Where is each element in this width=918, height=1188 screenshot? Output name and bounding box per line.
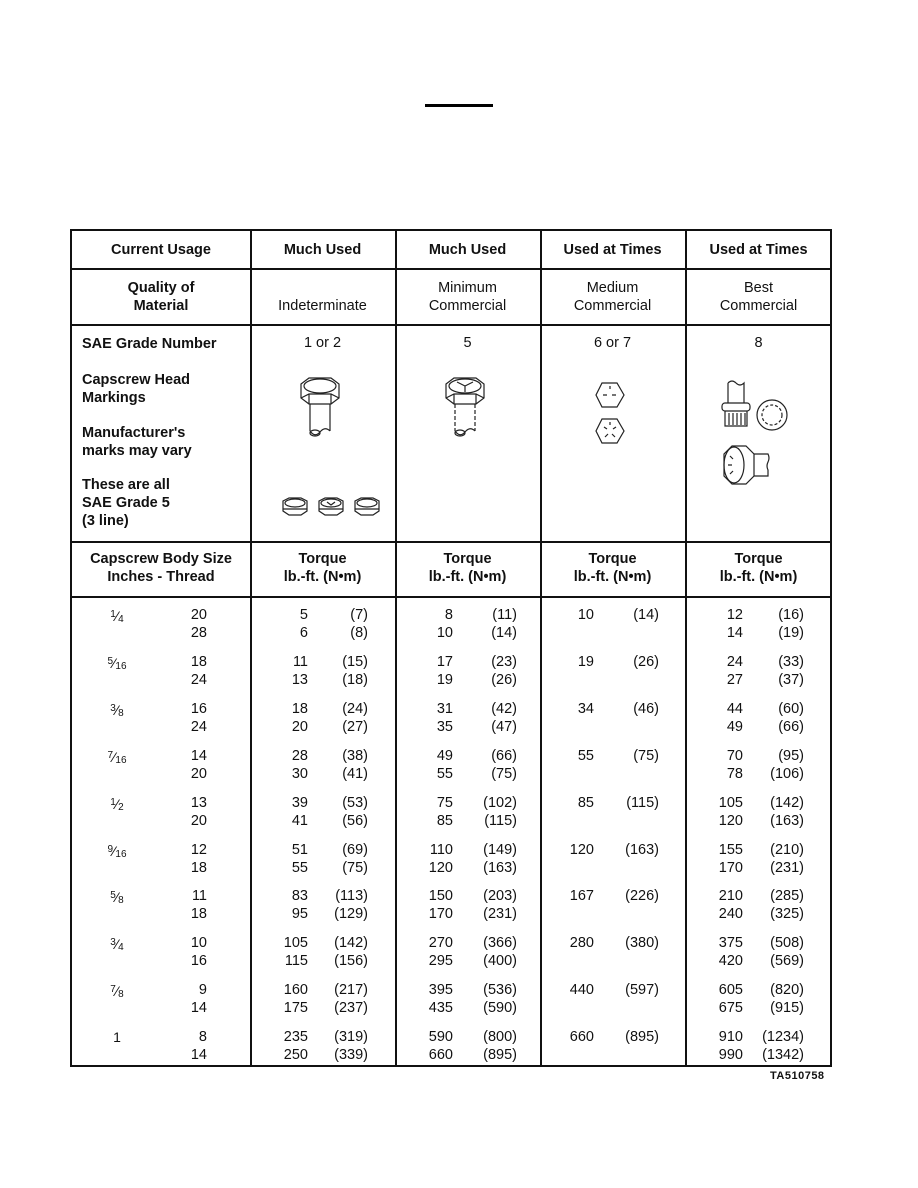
torque-lbft-grade-1-2: 5 xyxy=(299,607,308,623)
torque-lbft-grade-5: 660 xyxy=(428,1047,453,1064)
torque-lbft-grade-1-2: 20 xyxy=(291,718,308,735)
label-manufacturers-marks xyxy=(82,424,192,460)
header-line: Capscrew Body Size xyxy=(90,551,232,567)
body-size xyxy=(102,887,132,910)
header-line: Torque xyxy=(443,551,492,567)
header-line: Torque xyxy=(298,551,347,567)
row-divider xyxy=(72,541,830,543)
torque-nm-grade-1-2: (41) xyxy=(342,765,368,782)
torque-lbft-grade-1-2: 175 xyxy=(283,1000,308,1017)
torque-nm-grade-8: (325) xyxy=(770,906,804,923)
thread-count: 14 xyxy=(190,747,207,764)
torque-lbft-grade-8: 49 xyxy=(726,718,743,735)
thread-count: 18 xyxy=(190,653,207,670)
torque-nm-grade-8: (66) xyxy=(778,718,804,735)
quality-medium-commercial xyxy=(540,279,685,315)
body-size xyxy=(102,794,132,817)
hex-head-6-7-markings-icon xyxy=(595,381,625,443)
header-line: lb.-ft. (N•m) xyxy=(719,569,798,585)
torque-lbft-grade-5: 270 xyxy=(428,935,453,952)
torque-nm-grade-1-2: (56) xyxy=(342,812,368,829)
torque-lbft-grade-8: 105 xyxy=(718,794,743,811)
header-line: lb.-ft. (N•m) xyxy=(283,569,362,585)
torque-lbft-grade-8: 675 xyxy=(718,1000,743,1017)
torque-lbft-grade-6-7: 55 xyxy=(577,747,594,764)
header-torque-grade-6-7 xyxy=(540,550,685,586)
thread-count: 16 xyxy=(190,700,207,717)
torque-nm-grade-5: (590) xyxy=(483,1000,517,1017)
body-size-denominator: 16 xyxy=(115,660,127,672)
torque-nm-grade-5: (102) xyxy=(483,794,517,811)
thread-count: 14 xyxy=(190,1047,207,1064)
torque-nm-grade-1-2: (142) xyxy=(334,935,368,952)
body-size xyxy=(102,981,132,1004)
fraction-slash: ⁄ xyxy=(115,701,119,718)
torque-lbft-grade-5: 150 xyxy=(428,888,453,905)
torque-lbft-grade-5: 55 xyxy=(436,765,453,782)
torque-nm-grade-6-7: (26) xyxy=(633,653,659,670)
quality-line1: Minimum xyxy=(438,280,497,296)
thread-count: 24 xyxy=(190,671,207,688)
header-torque-grade-1-2 xyxy=(250,550,395,586)
body-size-numerator: 7 xyxy=(107,749,114,761)
quality-line1: Medium xyxy=(586,280,639,296)
header-line: Torque xyxy=(588,551,637,567)
quality-line2: Commercial xyxy=(719,298,798,314)
torque-lbft-grade-1-2: 6 xyxy=(299,625,308,641)
torque-lbft-grade-8: 14 xyxy=(726,625,743,641)
body-size xyxy=(102,747,132,770)
header-current-usage: Current Usage xyxy=(111,242,211,258)
torque-nm-grade-5: (66) xyxy=(491,747,517,764)
torque-lbft-grade-8: 24 xyxy=(726,653,743,670)
hex-bolt-grade-8-icon xyxy=(722,444,772,486)
row-divider xyxy=(72,596,830,598)
torque-lbft-grade-6-7: 120 xyxy=(569,841,594,858)
torque-lbft-grade-1-2: 11 xyxy=(292,653,308,670)
header-torque-grade-5 xyxy=(395,550,540,586)
thread-count: 20 xyxy=(190,812,207,829)
body-size xyxy=(102,1028,132,1046)
header-body-size-thread xyxy=(72,550,250,586)
torque-lbft-grade-1-2: 13 xyxy=(291,671,308,688)
row-divider xyxy=(72,324,830,326)
grade-8: 8 xyxy=(754,335,763,351)
body-size-numerator: 1 xyxy=(110,796,116,808)
label-capscrew-head-markings xyxy=(82,371,190,407)
body-size-denominator: 16 xyxy=(115,848,127,860)
torque-lbft-grade-8: 78 xyxy=(726,765,743,782)
torque-lbft-grade-1-2: 41 xyxy=(291,812,308,829)
thread-count: 11 xyxy=(191,888,207,905)
torque-lbft-grade-1-2: 95 xyxy=(291,906,308,923)
torque-nm-grade-1-2: (7) xyxy=(350,607,368,623)
torque-nm-grade-5: (366) xyxy=(483,935,517,952)
torque-lbft-grade-8: 170 xyxy=(718,859,743,876)
torque-lbft-grade-6-7: 167 xyxy=(569,888,594,905)
torque-lbft-grade-5: 31 xyxy=(436,700,453,717)
thread-count: 24 xyxy=(190,718,207,735)
thread-count: 18 xyxy=(190,859,207,876)
torque-lbft-grade-5: 435 xyxy=(428,1000,453,1017)
torque-nm-grade-1-2: (217) xyxy=(334,982,368,999)
torque-lbft-grade-1-2: 30 xyxy=(291,765,308,782)
torque-lbft-grade-8: 12 xyxy=(726,607,743,623)
torque-nm-grade-1-2: (18) xyxy=(342,671,368,688)
grade-6-or-7: 6 or 7 xyxy=(593,335,632,351)
fraction-slash: ⁄ xyxy=(115,889,119,906)
header-usage-grade-1-2: Much Used xyxy=(283,242,362,258)
torque-nm-grade-6-7: (163) xyxy=(625,841,659,858)
torque-nm-grade-8: (19) xyxy=(778,625,804,641)
body-size-numerator: 3 xyxy=(110,702,116,714)
torque-nm-grade-5: (115) xyxy=(484,812,517,829)
torque-nm-grade-5: (42) xyxy=(491,700,517,717)
header-line: Inches - Thread xyxy=(107,569,215,585)
body-size-numerator: 5 xyxy=(107,655,114,667)
quality-best-commercial xyxy=(685,279,832,315)
body-size-denominator: 8 xyxy=(118,895,124,907)
torque-lbft-grade-5: 75 xyxy=(436,794,453,811)
header-line: lb.-ft. (N•m) xyxy=(428,569,507,585)
fraction-slash: ⁄ xyxy=(115,936,119,953)
label-line: Manufacturer's xyxy=(82,425,186,441)
torque-nm-grade-5: (23) xyxy=(491,653,517,670)
torque-lbft-grade-1-2: 18 xyxy=(291,700,308,717)
header-torque-grade-8 xyxy=(685,550,832,586)
thread-count: 13 xyxy=(190,794,207,811)
fraction-slash: ⁄ xyxy=(115,983,119,1000)
torque-nm-grade-8: (820) xyxy=(770,982,804,999)
torque-nm-grade-8: (106) xyxy=(770,765,804,782)
torque-lbft-grade-1-2: 28 xyxy=(291,747,308,764)
torque-lbft-grade-8: 155 xyxy=(718,841,743,858)
torque-nm-grade-8: (60) xyxy=(778,700,804,717)
torque-nm-grade-5: (14) xyxy=(491,625,517,641)
quality-line1: Best xyxy=(743,280,773,296)
torque-lbft-grade-5: 85 xyxy=(436,812,453,829)
quality-line2: Commercial xyxy=(428,298,507,314)
torque-lbft-grade-8: 910 xyxy=(718,1029,743,1046)
torque-lbft-grade-8: 27 xyxy=(726,671,743,688)
col-divider xyxy=(395,231,397,1065)
torque-nm-grade-8: (508) xyxy=(770,935,804,952)
torque-nm-grade-1-2: (38) xyxy=(342,747,368,764)
torque-nm-grade-5: (400) xyxy=(483,953,517,970)
header-quality-of-material xyxy=(72,279,250,315)
body-size-denominator: 8 xyxy=(118,989,124,1001)
grade-5: 5 xyxy=(463,335,472,351)
torque-nm-grade-1-2: (237) xyxy=(334,1000,368,1017)
torque-nm-grade-8: (33) xyxy=(778,653,804,670)
label-line: marks may vary xyxy=(82,443,192,459)
col-divider xyxy=(540,231,542,1065)
fraction-slash: ⁄ xyxy=(113,842,116,859)
torque-lbft-grade-6-7: 19 xyxy=(577,653,594,670)
label-line: These are all xyxy=(82,477,170,493)
label-line: (3 line) xyxy=(82,513,129,529)
torque-lbft-grade-1-2: 83 xyxy=(291,888,308,905)
thread-count: 18 xyxy=(190,906,207,923)
torque-lbft-grade-5: 170 xyxy=(428,906,453,923)
torque-nm-grade-5: (75) xyxy=(491,765,517,782)
thread-count: 28 xyxy=(190,625,207,641)
col-divider xyxy=(685,231,687,1065)
label-line: Capscrew Head xyxy=(82,372,190,388)
torque-nm-grade-5: (203) xyxy=(483,888,517,905)
torque-nm-grade-1-2: (113) xyxy=(335,888,368,905)
body-size-denominator: 16 xyxy=(115,754,127,766)
torque-lbft-grade-8: 605 xyxy=(718,982,743,999)
body-size-whole: 1 xyxy=(113,1029,121,1046)
torque-nm-grade-1-2: (339) xyxy=(334,1047,368,1064)
torque-nm-grade-5: (26) xyxy=(491,671,517,688)
torque-nm-grade-6-7: (14) xyxy=(633,607,659,623)
thread-count: 14 xyxy=(190,1000,207,1017)
torque-nm-grade-1-2: (69) xyxy=(342,841,368,858)
torque-nm-grade-8: (569) xyxy=(770,953,804,970)
torque-nm-grade-1-2: (319) xyxy=(334,1029,368,1046)
torque-nm-grade-6-7: (597) xyxy=(625,982,659,999)
title-rule xyxy=(425,104,493,107)
thread-count: 10 xyxy=(190,935,207,952)
torque-nm-grade-8: (210) xyxy=(770,841,804,858)
torque-lbft-grade-8: 375 xyxy=(718,935,743,952)
torque-nm-grade-5: (231) xyxy=(483,906,517,923)
torque-nm-grade-8: (231) xyxy=(770,859,804,876)
thread-count: 8 xyxy=(198,1029,207,1046)
torque-lbft-grade-1-2: 39 xyxy=(291,794,308,811)
torque-nm-grade-8: (16) xyxy=(778,607,804,623)
torque-nm-grade-5: (800) xyxy=(483,1029,517,1046)
torque-nm-grade-8: (285) xyxy=(770,888,804,905)
label-line: Markings xyxy=(82,390,146,406)
thread-count: 9 xyxy=(198,982,207,999)
body-size xyxy=(102,841,132,864)
header-usage-grade-6-7: Used at Times xyxy=(563,242,662,258)
torque-lbft-grade-5: 17 xyxy=(436,653,453,670)
col-divider xyxy=(250,231,252,1065)
torque-nm-grade-6-7: (46) xyxy=(633,700,659,717)
torque-nm-grade-6-7: (115) xyxy=(626,794,659,811)
thread-count: 16 xyxy=(190,953,207,970)
header-usage-grade-8: Used at Times xyxy=(709,242,808,258)
torque-nm-grade-8: (163) xyxy=(770,812,804,829)
thread-count: 20 xyxy=(190,765,207,782)
torque-lbft-grade-5: 35 xyxy=(436,718,453,735)
body-size-denominator: 4 xyxy=(118,614,124,625)
torque-nm-grade-5: (11) xyxy=(492,607,517,623)
body-size-numerator: 3 xyxy=(110,937,116,949)
fraction-slash: ⁄ xyxy=(115,608,119,624)
body-size-denominator: 4 xyxy=(118,942,124,954)
thread-count: 12 xyxy=(190,841,207,858)
torque-lbft-grade-5: 590 xyxy=(428,1029,453,1046)
torque-lbft-grade-5: 19 xyxy=(436,671,453,688)
torque-lbft-grade-5: 10 xyxy=(436,625,453,641)
body-size-numerator: 1 xyxy=(110,609,116,620)
torque-nm-grade-1-2: (156) xyxy=(334,953,368,970)
header-line: lb.-ft. (N•m) xyxy=(573,569,652,585)
torque-nm-grade-6-7: (226) xyxy=(625,888,659,905)
torque-nm-grade-5: (149) xyxy=(483,841,517,858)
torque-nm-grade-1-2: (53) xyxy=(342,794,368,811)
torque-lbft-grade-6-7: 85 xyxy=(577,794,594,811)
torque-lbft-grade-1-2: 115 xyxy=(284,953,308,970)
torque-nm-grade-1-2: (27) xyxy=(342,718,368,735)
torque-nm-grade-5: (536) xyxy=(483,982,517,999)
torque-nm-grade-8: (95) xyxy=(778,747,804,764)
torque-lbft-grade-5: 49 xyxy=(436,747,453,764)
body-size xyxy=(102,653,132,676)
quality-line2: Commercial xyxy=(573,298,652,314)
torque-lbft-grade-1-2: 250 xyxy=(283,1047,308,1064)
torque-nm-grade-6-7: (895) xyxy=(625,1029,659,1046)
grade-5-variant-heads-icon xyxy=(279,497,389,519)
label-line: SAE Grade 5 xyxy=(82,495,170,511)
torque-lbft-grade-1-2: 235 xyxy=(283,1029,308,1046)
label-sae-grade-number: SAE Grade Number xyxy=(82,336,217,352)
hex-bolt-plain-icon xyxy=(295,376,345,441)
fraction-slash: ⁄ xyxy=(115,795,119,812)
torque-nm-grade-8: (1342) xyxy=(762,1047,804,1064)
torque-lbft-grade-8: 210 xyxy=(718,888,743,905)
torque-lbft-grade-5: 395 xyxy=(428,982,453,999)
body-size xyxy=(102,934,132,957)
torque-lbft-grade-6-7: 280 xyxy=(569,935,594,952)
quality-minimum-commercial xyxy=(395,279,540,315)
torque-table xyxy=(70,229,832,1067)
12-point-flange-bolt-icon xyxy=(722,381,797,431)
torque-lbft-grade-8: 44 xyxy=(726,700,743,717)
torque-lbft-grade-5: 110 xyxy=(429,841,453,858)
quality-indeterminate: Indeterminate xyxy=(278,298,367,314)
grade-1-or-2: 1 or 2 xyxy=(303,335,342,351)
torque-lbft-grade-6-7: 34 xyxy=(577,700,594,717)
torque-nm-grade-5: (47) xyxy=(491,718,517,735)
torque-nm-grade-8: (915) xyxy=(770,1000,804,1017)
torque-nm-grade-6-7: (380) xyxy=(625,935,659,952)
fraction-slash: ⁄ xyxy=(113,654,116,671)
torque-lbft-grade-1-2: 51 xyxy=(291,841,308,858)
figure-id: TA510758 xyxy=(770,1070,825,1082)
torque-nm-grade-5: (163) xyxy=(483,859,517,876)
header-quality-line1: Quality of xyxy=(127,280,195,296)
torque-nm-grade-5: (895) xyxy=(483,1047,517,1064)
body-size xyxy=(102,700,132,723)
header-line: Torque xyxy=(734,551,783,567)
body-size-denominator: 2 xyxy=(118,801,124,813)
torque-nm-grade-6-7: (75) xyxy=(633,747,659,764)
body-size-denominator: 8 xyxy=(118,707,124,719)
fraction-slash: ⁄ xyxy=(113,748,116,765)
body-size xyxy=(102,606,132,629)
torque-lbft-grade-8: 120 xyxy=(718,812,743,829)
torque-lbft-grade-8: 420 xyxy=(718,953,743,970)
label-grade-5-variants xyxy=(82,476,170,530)
row-divider xyxy=(72,268,830,270)
torque-lbft-grade-5: 8 xyxy=(444,607,453,623)
torque-nm-grade-1-2: (24) xyxy=(342,700,368,717)
torque-nm-grade-8: (37) xyxy=(778,671,804,688)
torque-lbft-grade-5: 120 xyxy=(428,859,453,876)
header-usage-grade-5: Much Used xyxy=(428,242,507,258)
torque-nm-grade-8: (1234) xyxy=(762,1029,804,1046)
torque-lbft-grade-6-7: 10 xyxy=(577,607,594,623)
torque-nm-grade-1-2: (8) xyxy=(350,625,368,641)
body-size-numerator: 9 xyxy=(107,843,114,855)
torque-lbft-grade-1-2: 55 xyxy=(291,859,308,876)
torque-lbft-grade-8: 240 xyxy=(718,906,743,923)
torque-lbft-grade-6-7: 440 xyxy=(569,982,594,999)
torque-lbft-grade-8: 990 xyxy=(718,1047,743,1064)
torque-lbft-grade-1-2: 105 xyxy=(283,935,308,952)
body-size-numerator: 5 xyxy=(110,890,116,902)
torque-nm-grade-1-2: (75) xyxy=(342,859,368,876)
torque-nm-grade-1-2: (15) xyxy=(342,653,368,670)
torque-lbft-grade-5: 295 xyxy=(428,953,453,970)
torque-lbft-grade-8: 70 xyxy=(726,747,743,764)
thread-count: 20 xyxy=(190,607,207,623)
torque-nm-grade-1-2: (129) xyxy=(334,906,368,923)
torque-lbft-grade-1-2: 160 xyxy=(283,982,308,999)
header-quality-line2: Material xyxy=(133,298,189,314)
hex-bolt-3-line-icon xyxy=(440,376,490,441)
torque-nm-grade-8: (142) xyxy=(770,794,804,811)
body-size-numerator: 7 xyxy=(110,984,116,996)
torque-lbft-grade-6-7: 660 xyxy=(569,1029,594,1046)
